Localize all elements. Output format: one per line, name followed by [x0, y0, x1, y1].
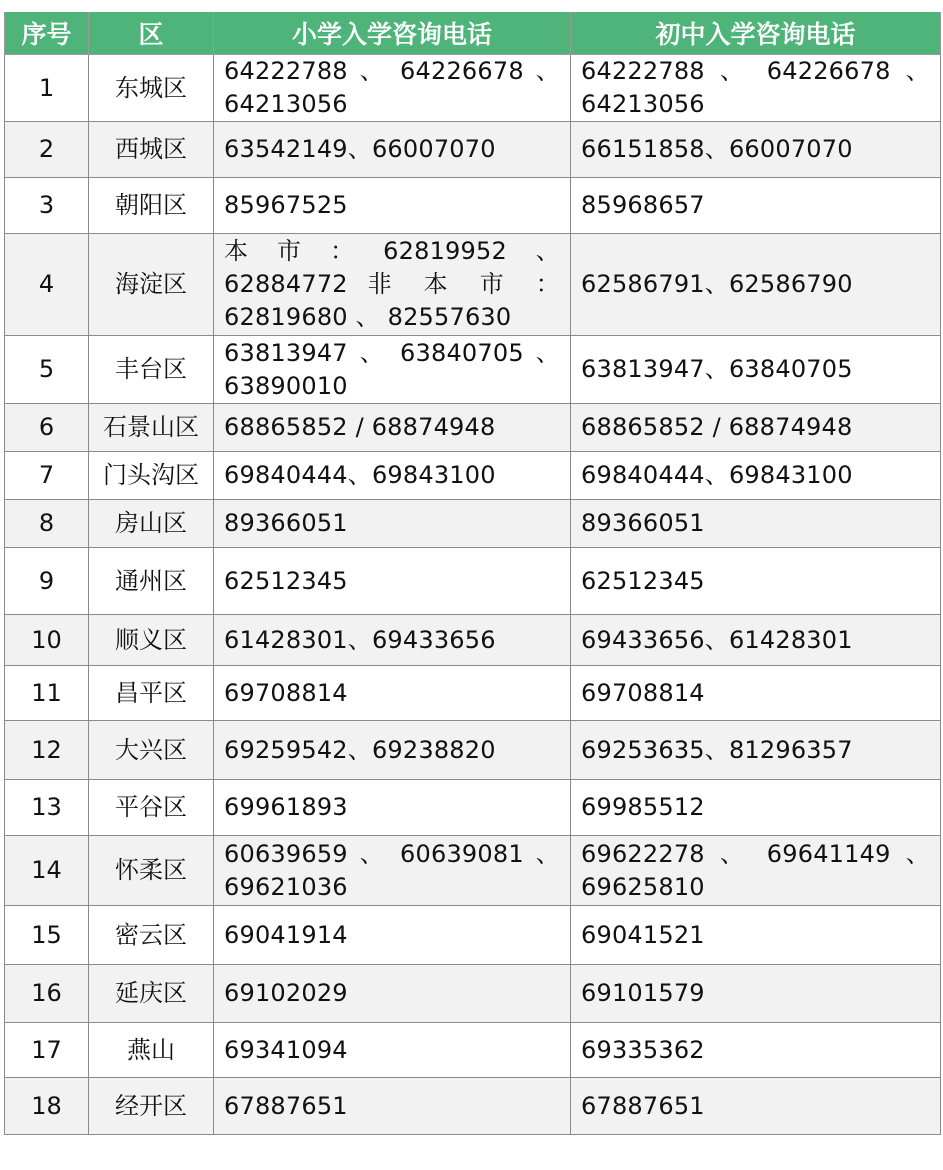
table-row — [5, 55, 941, 122]
table-row — [5, 178, 941, 234]
row-primary-phone: 63542149、66007070 — [214, 122, 571, 178]
row-middle-phone: 69985512 — [571, 780, 941, 836]
table-row — [5, 404, 941, 452]
row-primary-phone: 67887651 — [214, 1078, 571, 1135]
header-no: 序号 — [5, 12, 89, 55]
table-row — [5, 234, 941, 336]
row-primary-phone: 69708814 — [214, 666, 571, 721]
row-district: 石景山区 — [89, 404, 214, 452]
table-row — [5, 500, 941, 548]
row-district: 昌平区 — [89, 666, 214, 721]
row-primary-phone: 85967525 — [214, 178, 571, 234]
table-row — [5, 336, 941, 404]
row-primary-phone: 69341094 — [214, 1023, 571, 1078]
row-middle-phone: 68865852 / 68874948 — [571, 404, 941, 452]
row-no: 2 — [5, 122, 89, 178]
row-no: 8 — [5, 500, 89, 548]
row-primary-phone: 本市：62819952、62884772 非 本 市 ： 62819680 、 82557630 — [214, 234, 571, 336]
row-no: 3 — [5, 178, 89, 234]
table-row — [5, 721, 941, 780]
table-row — [5, 615, 941, 666]
row-district: 东城区 — [89, 55, 214, 122]
row-district: 延庆区 — [89, 965, 214, 1023]
row-primary-phone: 68865852 / 68874948 — [214, 404, 571, 452]
row-primary-phone: 64222788 、 64226678 、 64213056 — [214, 55, 571, 122]
row-no: 18 — [5, 1078, 89, 1135]
row-primary-phone: 69840444、69843100 — [214, 452, 571, 500]
header-middle-phone: 初中入学咨询电话 — [571, 12, 941, 55]
row-no: 7 — [5, 452, 89, 500]
row-middle-phone: 63813947、63840705 — [571, 336, 941, 404]
row-district: 朝阳区 — [89, 178, 214, 234]
row-primary-phone: 63813947 、 63840705 、 63890010 — [214, 336, 571, 404]
row-district: 燕山 — [89, 1023, 214, 1078]
table-row — [5, 122, 941, 178]
row-middle-phone: 66151858、66007070 — [571, 122, 941, 178]
row-middle-phone: 64222788 、 64226678 、 64213056 — [571, 55, 941, 122]
table-row — [5, 906, 941, 965]
table-header-row — [5, 12, 941, 55]
row-middle-phone: 69840444、69843100 — [571, 452, 941, 500]
row-district: 经开区 — [89, 1078, 214, 1135]
table-row — [5, 666, 941, 721]
row-middle-phone: 69253635、81296357 — [571, 721, 941, 780]
row-no: 11 — [5, 666, 89, 721]
row-middle-phone: 69433656、61428301 — [571, 615, 941, 666]
row-district: 门头沟区 — [89, 452, 214, 500]
row-district: 西城区 — [89, 122, 214, 178]
row-primary-phone: 89366051 — [214, 500, 571, 548]
row-no: 16 — [5, 965, 89, 1023]
row-no: 9 — [5, 548, 89, 615]
table-row — [5, 965, 941, 1023]
row-primary-phone: 69961893 — [214, 780, 571, 836]
row-district: 密云区 — [89, 906, 214, 965]
admission-contact-table — [4, 12, 941, 1135]
row-middle-phone: 89366051 — [571, 500, 941, 548]
row-middle-phone: 69101579 — [571, 965, 941, 1023]
row-district: 海淀区 — [89, 234, 214, 336]
table-row — [5, 1023, 941, 1078]
row-middle-phone: 69041521 — [571, 906, 941, 965]
row-primary-phone: 69041914 — [214, 906, 571, 965]
table-row — [5, 452, 941, 500]
row-district: 怀柔区 — [89, 836, 214, 906]
row-district: 房山区 — [89, 500, 214, 548]
row-no: 13 — [5, 780, 89, 836]
header-primary-phone: 小学入学咨询电话 — [214, 12, 571, 55]
row-middle-phone: 69622278 、 69641149 、 69625810 — [571, 836, 941, 906]
contact-table-container — [4, 12, 940, 1135]
row-no: 12 — [5, 721, 89, 780]
row-no: 6 — [5, 404, 89, 452]
table-row — [5, 1078, 941, 1135]
row-middle-phone: 69708814 — [571, 666, 941, 721]
row-middle-phone: 69335362 — [571, 1023, 941, 1078]
row-no: 14 — [5, 836, 89, 906]
row-no: 10 — [5, 615, 89, 666]
table-row — [5, 548, 941, 615]
row-no: 1 — [5, 55, 89, 122]
row-district: 丰台区 — [89, 336, 214, 404]
row-no: 15 — [5, 906, 89, 965]
row-middle-phone: 62512345 — [571, 548, 941, 615]
row-no: 5 — [5, 336, 89, 404]
row-middle-phone: 62586791、62586790 — [571, 234, 941, 336]
row-primary-phone: 69102029 — [214, 965, 571, 1023]
row-no: 4 — [5, 234, 89, 336]
row-district: 大兴区 — [89, 721, 214, 780]
row-district: 平谷区 — [89, 780, 214, 836]
row-district: 通州区 — [89, 548, 214, 615]
row-primary-phone: 62512345 — [214, 548, 571, 615]
row-primary-phone: 61428301、69433656 — [214, 615, 571, 666]
row-primary-phone: 69259542、69238820 — [214, 721, 571, 780]
row-middle-phone: 85968657 — [571, 178, 941, 234]
row-middle-phone: 67887651 — [571, 1078, 941, 1135]
table-row — [5, 780, 941, 836]
row-primary-phone: 60639659 、 60639081 、 69621036 — [214, 836, 571, 906]
header-district: 区 — [89, 12, 214, 55]
row-district: 顺义区 — [89, 615, 214, 666]
table-row — [5, 836, 941, 906]
row-no: 17 — [5, 1023, 89, 1078]
